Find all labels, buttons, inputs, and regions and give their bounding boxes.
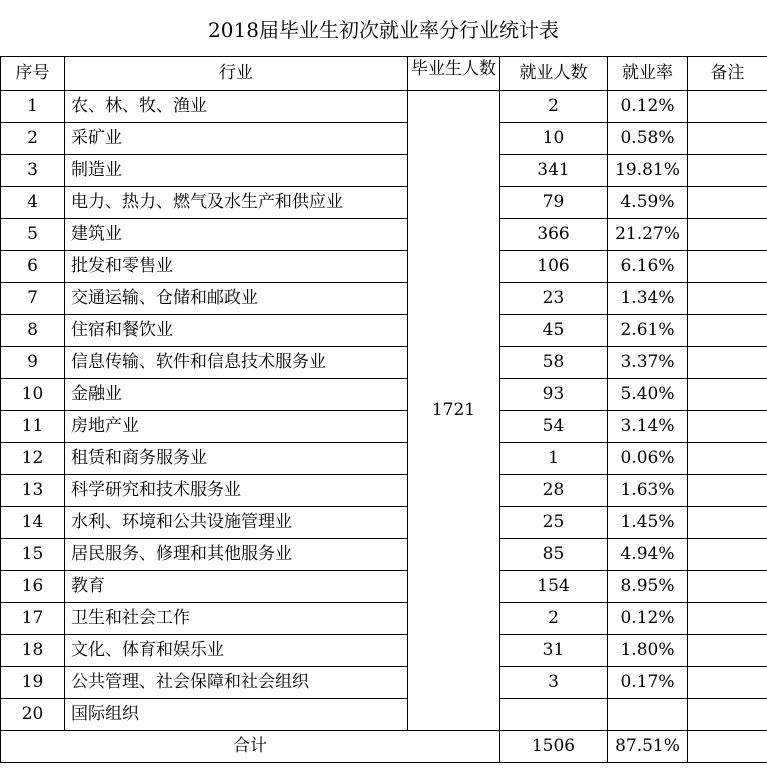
row-note [688,571,767,603]
row-industry: 批发和零售业 [65,251,408,283]
row-industry: 住宿和餐饮业 [65,315,408,347]
row-note [688,283,767,315]
table-row [1,539,767,571]
table-row [1,347,767,379]
row-rate: 0.17% [608,667,688,699]
table-row [1,699,767,731]
row-employed: 106 [500,251,608,283]
row-rate: 3.37% [608,347,688,379]
row-industry: 租赁和商务服务业 [65,443,408,475]
table-row [1,219,767,251]
header-index: 序号 [1,57,65,91]
header-rate: 就业率 [608,57,688,91]
row-industry: 农、林、牧、渔业 [65,91,408,123]
row-rate: 2.61% [608,315,688,347]
row-industry: 信息传输、软件和信息技术服务业 [65,347,408,379]
row-rate: 1.45% [608,507,688,539]
row-index: 20 [1,699,65,731]
table-row [1,571,767,603]
table-row [1,155,767,187]
row-note [688,667,767,699]
row-rate: 1.63% [608,475,688,507]
row-industry: 交通运输、仓储和邮政业 [65,283,408,315]
row-employed: 25 [500,507,608,539]
row-index: 14 [1,507,65,539]
table-row [1,251,767,283]
row-employed: 85 [500,539,608,571]
row-rate: 1.80% [608,635,688,667]
table-row [1,123,767,155]
row-employed: 341 [500,155,608,187]
header-industry: 行业 [65,57,408,91]
row-rate: 19.81% [608,155,688,187]
row-note [688,219,767,251]
row-employed: 79 [500,187,608,219]
row-rate: 0.12% [608,603,688,635]
row-employed: 58 [500,347,608,379]
row-note [688,379,767,411]
row-rate: 3.14% [608,411,688,443]
row-rate: 4.59% [608,187,688,219]
row-employed: 366 [500,219,608,251]
row-index: 11 [1,411,65,443]
table-row [1,603,767,635]
total-row [1,731,767,763]
row-employed: 28 [500,475,608,507]
row-rate: 5.40% [608,379,688,411]
table-body [1,57,767,763]
row-index: 1 [1,91,65,123]
row-index: 17 [1,603,65,635]
row-rate: 1.34% [608,283,688,315]
row-index: 10 [1,379,65,411]
row-industry: 电力、热力、燃气及水生产和供应业 [65,187,408,219]
row-employed: 3 [500,667,608,699]
row-note [688,699,767,731]
row-note [688,155,767,187]
row-note [688,187,767,219]
row-rate: 6.16% [608,251,688,283]
graduates-total: 1721 [408,91,500,731]
row-industry: 建筑业 [65,219,408,251]
row-industry: 采矿业 [65,123,408,155]
row-note [688,635,767,667]
header-note: 备注 [688,57,767,91]
row-employed: 2 [500,603,608,635]
row-index: 2 [1,123,65,155]
row-employed [500,699,608,731]
row-employed: 23 [500,283,608,315]
row-note [688,123,767,155]
table-row [1,411,767,443]
row-index: 13 [1,475,65,507]
total-label: 合计 [1,731,500,763]
table-row [1,635,767,667]
row-employed: 31 [500,635,608,667]
row-employed: 93 [500,379,608,411]
row-rate: 0.06% [608,443,688,475]
row-note [688,91,767,123]
page-title: 2018届毕业生初次就业率分行业统计表 [208,17,559,42]
row-note [688,475,767,507]
row-index: 15 [1,539,65,571]
row-industry: 教育 [65,571,408,603]
table-row [1,443,767,475]
table-row [1,187,767,219]
row-industry: 水利、环境和公共设施管理业 [65,507,408,539]
row-industry: 卫生和社会工作 [65,603,408,635]
total-note [688,731,767,763]
row-industry: 制造业 [65,155,408,187]
row-index: 8 [1,315,65,347]
row-note [688,315,767,347]
row-note [688,603,767,635]
row-industry: 公共管理、社会保障和社会组织 [65,667,408,699]
table-row [1,667,767,699]
row-industry: 金融业 [65,379,408,411]
row-index: 6 [1,251,65,283]
row-index: 5 [1,219,65,251]
row-industry: 房地产业 [65,411,408,443]
table-row [1,475,767,507]
row-note [688,347,767,379]
row-rate: 0.58% [608,123,688,155]
row-index: 7 [1,283,65,315]
table-row [1,315,767,347]
row-index: 18 [1,635,65,667]
table-row [1,507,767,539]
row-industry: 国际组织 [65,699,408,731]
row-employed: 45 [500,315,608,347]
row-employed: 54 [500,411,608,443]
row-rate: 4.94% [608,539,688,571]
row-note [688,251,767,283]
row-index: 19 [1,667,65,699]
row-note [688,443,767,475]
row-note [688,411,767,443]
header-employed: 就业人数 [500,57,608,91]
row-note [688,507,767,539]
table-row [1,91,767,123]
row-employed: 154 [500,571,608,603]
table-header-row [1,57,767,91]
total-employed: 1506 [500,731,608,763]
table-row [1,283,767,315]
employment-table [0,56,767,763]
row-index: 9 [1,347,65,379]
total-rate: 87.51% [608,731,688,763]
header-graduates: 毕业生人数 [408,57,500,91]
row-industry: 居民服务、修理和其他服务业 [65,539,408,571]
row-employed: 2 [500,91,608,123]
row-rate: 0.12% [608,91,688,123]
row-rate: 8.95% [608,571,688,603]
row-industry: 文化、体育和娱乐业 [65,635,408,667]
row-index: 12 [1,443,65,475]
row-rate [608,699,688,731]
row-employed: 10 [500,123,608,155]
row-rate: 21.27% [608,219,688,251]
row-note [688,539,767,571]
row-index: 16 [1,571,65,603]
row-index: 3 [1,155,65,187]
row-industry: 科学研究和技术服务业 [65,475,408,507]
table-row [1,379,767,411]
row-index: 4 [1,187,65,219]
row-employed: 1 [500,443,608,475]
